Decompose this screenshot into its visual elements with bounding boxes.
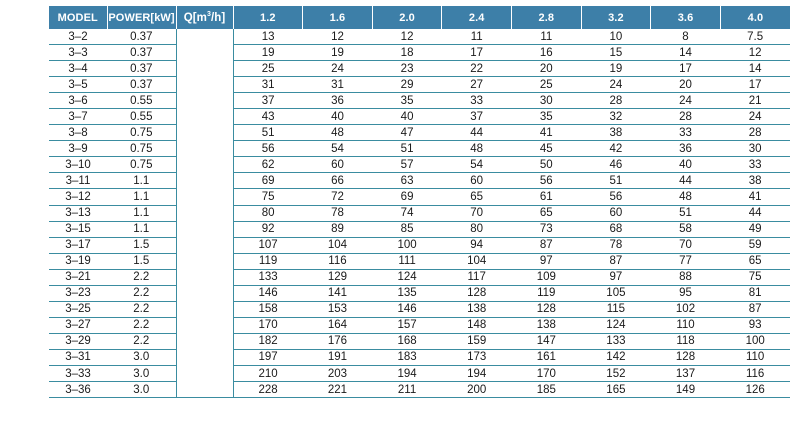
head-value-cell: 72 [303,189,373,205]
header-flow-superscript: 3 [207,10,212,18]
table-row [49,301,790,317]
head-value-cell: 135 [372,285,442,301]
head-value-cell: 94 [442,237,512,253]
model-cell: 3–23 [49,285,107,301]
head-value-cell: 146 [372,301,442,317]
head-value-cell: 80 [233,205,303,221]
table-row [49,189,790,205]
head-value-cell: 40 [372,109,442,125]
table-row [49,173,790,189]
head-value-cell: 23 [372,61,442,77]
head-value-cell: 36 [651,141,721,157]
head-value-cell: 25 [511,77,581,93]
pump-performance-table [49,6,790,398]
head-value-cell: 12 [303,29,373,45]
header-flow-rate: 4.0 [720,6,790,29]
table-row [49,253,790,269]
head-value-cell: 35 [511,109,581,125]
head-value-cell: 40 [303,109,373,125]
head-value-cell: 149 [651,382,721,398]
header-flow-rate: 2.4 [442,6,512,29]
head-value-cell: 51 [372,141,442,157]
head-value-cell: 185 [511,382,581,398]
head-value-cell: 8 [651,29,721,45]
head-value-cell: 70 [651,237,721,253]
header-power: POWER[kW] [107,6,176,29]
head-value-cell: 44 [651,173,721,189]
head-value-cell: 75 [233,189,303,205]
power-cell: 2.2 [107,269,176,285]
head-value-cell: 28 [651,109,721,125]
head-value-cell: 28 [581,93,651,109]
power-cell: 0.75 [107,125,176,141]
table-row [49,77,790,93]
head-value-cell: 104 [303,237,373,253]
head-value-cell: 153 [303,301,373,317]
power-cell: 0.75 [107,141,176,157]
head-value-cell: 110 [651,317,721,333]
head-value-cell: 59 [720,237,790,253]
head-value-cell: 30 [720,141,790,157]
head-value-cell: 142 [581,349,651,365]
table-row [49,285,790,301]
head-value-cell: 81 [720,285,790,301]
head-value-cell: 69 [372,189,442,205]
head-value-cell: 182 [233,333,303,349]
head-value-cell: 69 [233,173,303,189]
head-value-cell: 38 [581,125,651,141]
header-flow-rate: 2.0 [372,6,442,29]
head-value-cell: 68 [581,221,651,237]
table-row [49,45,790,61]
head-label-cell [176,29,233,398]
head-value-cell: 24 [581,77,651,93]
head-value-cell: 51 [233,125,303,141]
model-cell: 3–6 [49,93,107,109]
head-value-cell: 36 [303,93,373,109]
head-value-cell: 24 [651,93,721,109]
head-value-cell: 42 [581,141,651,157]
table-row [49,29,790,45]
table-row [49,221,790,237]
head-value-cell: 12 [720,45,790,61]
head-value-cell: 63 [372,173,442,189]
head-value-cell: 11 [442,29,512,45]
power-cell: 0.55 [107,93,176,109]
head-value-cell: 97 [511,253,581,269]
model-cell: 3–27 [49,317,107,333]
head-value-cell: 87 [581,253,651,269]
model-cell: 3–33 [49,365,107,381]
head-value-cell: 49 [720,221,790,237]
head-value-cell: 104 [442,253,512,269]
head-value-cell: 33 [442,93,512,109]
model-cell: 3–5 [49,77,107,93]
model-cell: 3–12 [49,189,107,205]
head-value-cell: 75 [720,269,790,285]
model-cell: 3–29 [49,333,107,349]
head-value-cell: 41 [511,125,581,141]
head-value-cell: 141 [303,285,373,301]
head-value-cell: 138 [511,317,581,333]
head-value-cell: 191 [303,349,373,365]
head-value-cell: 33 [720,157,790,173]
head-value-cell: 78 [303,205,373,221]
table-row [49,141,790,157]
power-cell: 2.2 [107,301,176,317]
model-cell: 3–15 [49,221,107,237]
head-value-cell: 157 [372,317,442,333]
head-value-cell: 105 [581,285,651,301]
head-value-cell: 95 [651,285,721,301]
head-value-cell: 28 [720,125,790,141]
head-value-cell: 183 [372,349,442,365]
head-value-cell: 211 [372,382,442,398]
head-value-cell: 118 [651,333,721,349]
table-row [49,93,790,109]
head-value-cell: 138 [442,301,512,317]
head-value-cell: 17 [442,45,512,61]
head-value-cell: 170 [233,317,303,333]
head-value-cell: 41 [720,189,790,205]
power-cell: 3.0 [107,365,176,381]
head-value-cell: 18 [372,45,442,61]
power-cell: 1.5 [107,253,176,269]
head-value-cell: 137 [651,365,721,381]
head-value-cell: 25 [233,61,303,77]
head-value-cell: 128 [442,285,512,301]
head-value-cell: 92 [233,221,303,237]
head-value-cell: 159 [442,333,512,349]
head-value-cell: 111 [372,253,442,269]
header-flow [176,6,233,29]
head-value-cell: 158 [233,301,303,317]
table-header [49,6,790,29]
head-value-cell: 16 [511,45,581,61]
table-row [49,205,790,221]
head-value-cell: 161 [511,349,581,365]
model-cell: 3–9 [49,141,107,157]
head-value-cell: 27 [442,77,512,93]
head-value-cell: 65 [442,189,512,205]
table-row [49,269,790,285]
head-value-cell: 21 [720,93,790,109]
table-row [49,333,790,349]
head-value-cell: 37 [233,93,303,109]
table-row [49,382,790,398]
head-value-cell: 89 [303,221,373,237]
power-cell: 0.37 [107,45,176,61]
head-value-cell: 54 [442,157,512,173]
head-value-cell: 80 [442,221,512,237]
head-value-cell: 133 [233,269,303,285]
model-cell: 3–7 [49,109,107,125]
power-cell: 1.1 [107,189,176,205]
head-value-cell: 15 [581,45,651,61]
model-cell: 3–8 [49,125,107,141]
head-value-cell: 97 [581,269,651,285]
head-value-cell: 115 [581,301,651,317]
head-value-cell: 48 [651,189,721,205]
head-value-cell: 73 [511,221,581,237]
model-cell: 3–25 [49,301,107,317]
power-cell: 0.55 [107,109,176,125]
head-value-cell: 210 [233,365,303,381]
head-value-cell: 85 [372,221,442,237]
head-value-cell: 12 [372,29,442,45]
head-value-cell: 7.5 [720,29,790,45]
head-value-cell: 56 [511,173,581,189]
head-value-cell: 17 [651,61,721,77]
pump-performance-table-container [49,6,790,398]
head-value-cell: 66 [303,173,373,189]
power-cell: 0.37 [107,61,176,77]
head-value-cell: 56 [233,141,303,157]
model-cell: 3–13 [49,205,107,221]
head-value-cell: 56 [581,189,651,205]
table-body [49,29,790,398]
model-cell: 3–36 [49,382,107,398]
head-value-cell: 44 [720,205,790,221]
head-value-cell: 29 [372,77,442,93]
head-value-cell: 60 [581,205,651,221]
head-value-cell: 62 [233,157,303,173]
header-model: MODEL [49,6,107,29]
head-value-cell: 116 [303,253,373,269]
head-value-cell: 221 [303,382,373,398]
header-flow-suffix: /h] [211,11,226,24]
model-cell: 3–17 [49,237,107,253]
power-cell: 2.2 [107,317,176,333]
model-cell: 3–10 [49,157,107,173]
head-value-cell: 48 [303,125,373,141]
head-value-cell: 51 [581,173,651,189]
head-value-cell: 19 [303,45,373,61]
table-row [49,237,790,253]
model-cell: 3–4 [49,61,107,77]
head-value-cell: 46 [581,157,651,173]
head-value-cell: 14 [651,45,721,61]
power-cell: 3.0 [107,382,176,398]
head-value-cell: 31 [233,77,303,93]
head-value-cell: 38 [720,173,790,189]
head-value-cell: 102 [651,301,721,317]
header-flow-rate: 3.2 [581,6,651,29]
head-value-cell: 24 [303,61,373,77]
power-cell: 3.0 [107,349,176,365]
head-value-cell: 22 [442,61,512,77]
head-value-cell: 170 [511,365,581,381]
table-row [49,349,790,365]
head-value-cell: 126 [720,382,790,398]
head-value-cell: 197 [233,349,303,365]
head-value-cell: 129 [303,269,373,285]
head-value-cell: 57 [372,157,442,173]
head-value-cell: 65 [720,253,790,269]
head-value-cell: 152 [581,365,651,381]
head-value-cell: 119 [233,253,303,269]
head-value-cell: 146 [233,285,303,301]
head-value-cell: 128 [511,301,581,317]
head-value-cell: 176 [303,333,373,349]
head-value-cell: 133 [581,333,651,349]
head-value-cell: 173 [442,349,512,365]
head-value-cell: 40 [651,157,721,173]
head-value-cell: 37 [442,109,512,125]
power-cell: 1.5 [107,237,176,253]
model-cell: 3–3 [49,45,107,61]
header-flow-rate: 2.8 [511,6,581,29]
head-value-cell: 32 [581,109,651,125]
head-value-cell: 20 [651,77,721,93]
head-value-cell: 19 [581,61,651,77]
head-value-cell: 164 [303,317,373,333]
head-value-cell: 31 [303,77,373,93]
header-flow-prefix: Q[m [183,11,208,24]
power-cell: 0.37 [107,77,176,93]
head-value-cell: 65 [511,205,581,221]
head-value-cell: 200 [442,382,512,398]
header-row [49,6,790,29]
head-value-cell: 228 [233,382,303,398]
head-value-cell: 61 [511,189,581,205]
head-value-cell: 93 [720,317,790,333]
head-value-cell: 87 [720,301,790,317]
head-value-cell: 194 [372,365,442,381]
power-cell: 2.2 [107,285,176,301]
head-value-cell: 19 [233,45,303,61]
head-value-cell: 78 [581,237,651,253]
table-row [49,157,790,173]
head-value-cell: 70 [442,205,512,221]
power-cell: 1.1 [107,205,176,221]
head-value-cell: 30 [511,93,581,109]
head-value-cell: 128 [651,349,721,365]
head-value-cell: 10 [581,29,651,45]
head-value-cell: 148 [442,317,512,333]
head-value-cell: 119 [511,285,581,301]
model-cell: 3–31 [49,349,107,365]
header-flow-rate: 3.6 [651,6,721,29]
head-value-cell: 168 [372,333,442,349]
head-value-cell: 77 [651,253,721,269]
model-cell: 3–2 [49,29,107,45]
head-value-cell: 44 [442,125,512,141]
head-value-cell: 194 [442,365,512,381]
head-value-cell: 203 [303,365,373,381]
table-row [49,125,790,141]
head-value-cell: 87 [511,237,581,253]
head-value-cell: 88 [651,269,721,285]
head-value-cell: 48 [442,141,512,157]
head-value-cell: 13 [233,29,303,45]
head-value-cell: 107 [233,237,303,253]
table-row [49,317,790,333]
head-value-cell: 74 [372,205,442,221]
head-value-cell: 20 [511,61,581,77]
header-flow-rate: 1.6 [303,6,373,29]
head-value-cell: 147 [511,333,581,349]
model-cell: 3–11 [49,173,107,189]
head-value-cell: 24 [720,109,790,125]
model-cell: 3–19 [49,253,107,269]
head-value-cell: 117 [442,269,512,285]
model-cell: 3–21 [49,269,107,285]
head-value-cell: 33 [651,125,721,141]
head-value-cell: 54 [303,141,373,157]
head-value-cell: 165 [581,382,651,398]
head-value-cell: 110 [720,349,790,365]
head-value-cell: 45 [511,141,581,157]
head-value-cell: 60 [303,157,373,173]
head-value-cell: 109 [511,269,581,285]
head-value-cell: 100 [372,237,442,253]
head-value-cell: 58 [651,221,721,237]
table-row [49,365,790,381]
power-cell: 0.75 [107,157,176,173]
head-value-cell: 43 [233,109,303,125]
head-value-cell: 35 [372,93,442,109]
power-cell: 1.1 [107,221,176,237]
power-cell: 0.37 [107,29,176,45]
head-value-cell: 124 [372,269,442,285]
head-value-cell: 124 [581,317,651,333]
head-value-cell: 47 [372,125,442,141]
head-value-cell: 51 [651,205,721,221]
head-value-cell: 17 [720,77,790,93]
power-cell: 2.2 [107,333,176,349]
head-value-cell: 11 [511,29,581,45]
table-row [49,61,790,77]
head-value-cell: 100 [720,333,790,349]
head-value-cell: 60 [442,173,512,189]
head-value-cell: 14 [720,61,790,77]
head-value-cell: 50 [511,157,581,173]
header-flow-rate: 1.2 [233,6,303,29]
power-cell: 1.1 [107,173,176,189]
table-row [49,109,790,125]
head-value-cell: 116 [720,365,790,381]
